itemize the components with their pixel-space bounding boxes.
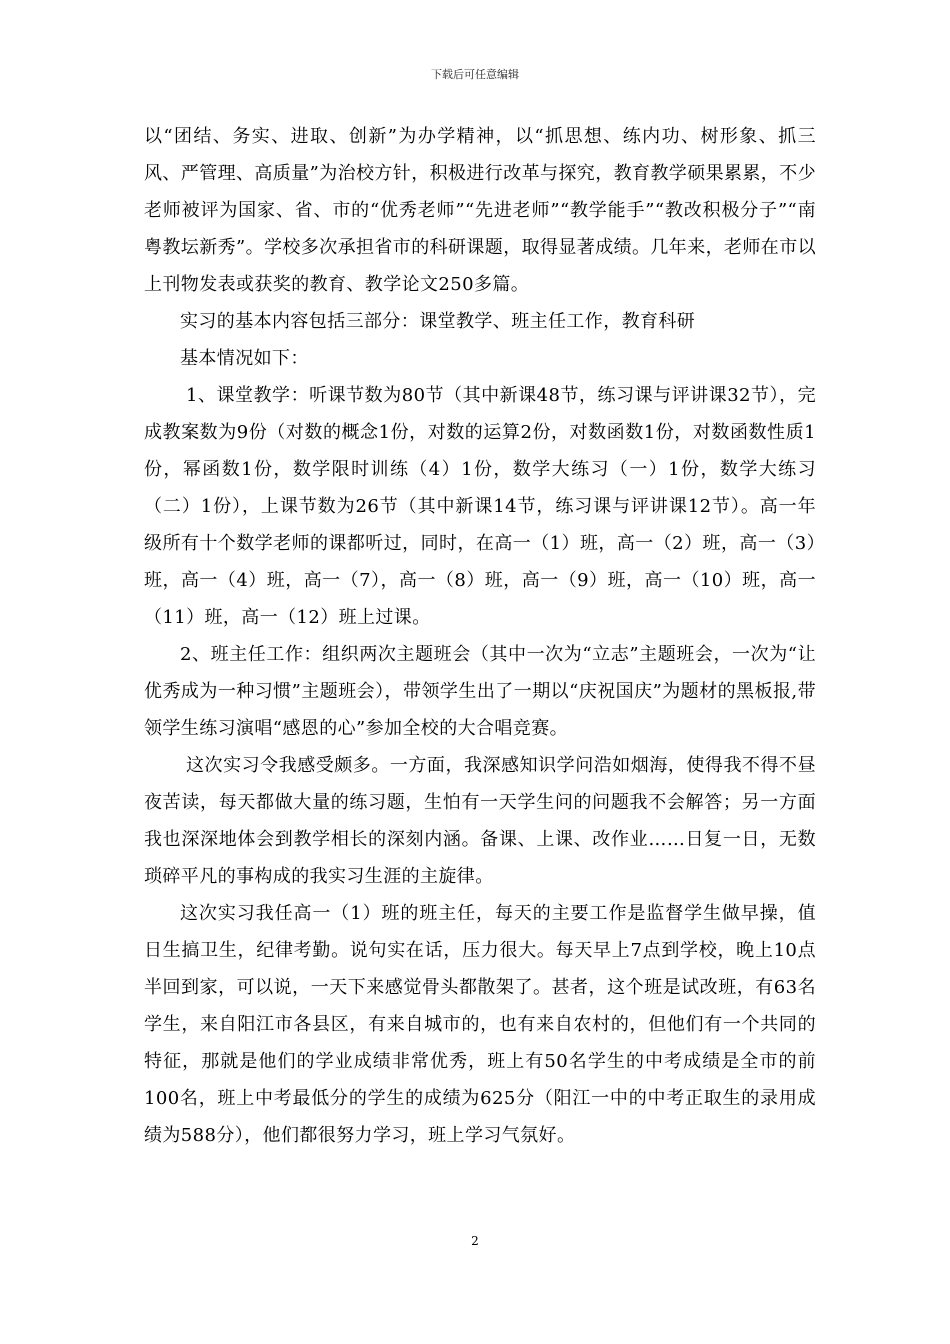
paragraph-internship-content: 实习的基本内容包括三部分：课堂教学、班主任工作，教育科研 <box>180 311 696 332</box>
page-number: 2 <box>471 1234 479 1248</box>
paragraph-classroom-teaching: 1、课堂教学：听课节数为80节（其中新课48节，练习课与评讲课32节），完成教案数为9份（对数的概念1份，对数的运算2份，对数函数1份，对数函数性质1份，幂函数1份，数学限时训练（4）1份，数学大练习（一）1份，数学大练习（二）1份），上课节数为26节（其中新课14节，练习课与评讲课12节）。高一年级所有十个数学老师的课都听过，同时，在高一（1）班，高一（2）班，高一（3）班，高一（4）班，高一（7），高一（8）班，高一（9）班，高一（10）班，高一（11）班，高一（12）班上过课。 <box>144 385 816 628</box>
paragraph-head-teacher-work: 2、班主任工作：组织两次主题班会（其中一次为“立志”主题班会，一次为“让优秀成为一种习惯”主题班会），带领学生出了一期以“庆祝国庆”为题材的黑板报,带领学生练习演唱“感恩的心”参加全校的大合唱竞赛。 <box>144 644 816 739</box>
paragraph-class-management: 这次实习我任高一（1）班的班主任，每天的主要工作是监督学生做早操，值日生搞卫生，纪律考勤。说句实在话，压力很大。每天早上7点到学校，晚上10点半回到家，可以说，一天下来感觉骨头都散架了。甚者，这个班是试改班，有63名学生，来自阳江市各县区，有来自城市的，也有来自农村的，但他们有一个共同的特征，那就是他们的学业成绩非常优秀，班上有50名学生的中考成绩是全市的前100名，班上中考最低分的学生的成绩为625分（阳江一中的中考正取生的录用成绩为588分），他们都很努力学习，班上学习气氛好。 <box>144 903 816 1146</box>
paragraph-reflection: 这次实习令我感受颇多。一方面，我深感知识学问浩如烟海，使得我不得不昼夜苦读，每天都做大量的练习题，生怕有一天学生问的问题我不会解答；另一方面我也深深地体会到教学相长的深刻内涵。备课、上课、改作业……日复一日，无数琐碎平凡的事构成的我实习生涯的主旋律。 <box>144 755 816 887</box>
page-header: 下载后可任意编辑 <box>431 68 519 81</box>
body-text <box>144 118 816 1154</box>
paragraph-school-intro: 以“团结、务实、进取、创新”为办学精神，以“抓思想、练内功、树形象、抓三风、严管理、高质量”为治校方针，积极进行改革与探究，教育教学硕果累累，不少老师被评为国家、省、市的“优秀老师”“先进老师”“教学能手”“教改积极分子”“南粤教坛新秀”。学校多次承担省市的科研课题，取得显著成绩。几年来，老师在市以上刊物发表或获奖的教育、教学论文250多篇。 <box>144 126 816 295</box>
paragraph-basic-situation: 基本情况如下： <box>180 348 309 369</box>
